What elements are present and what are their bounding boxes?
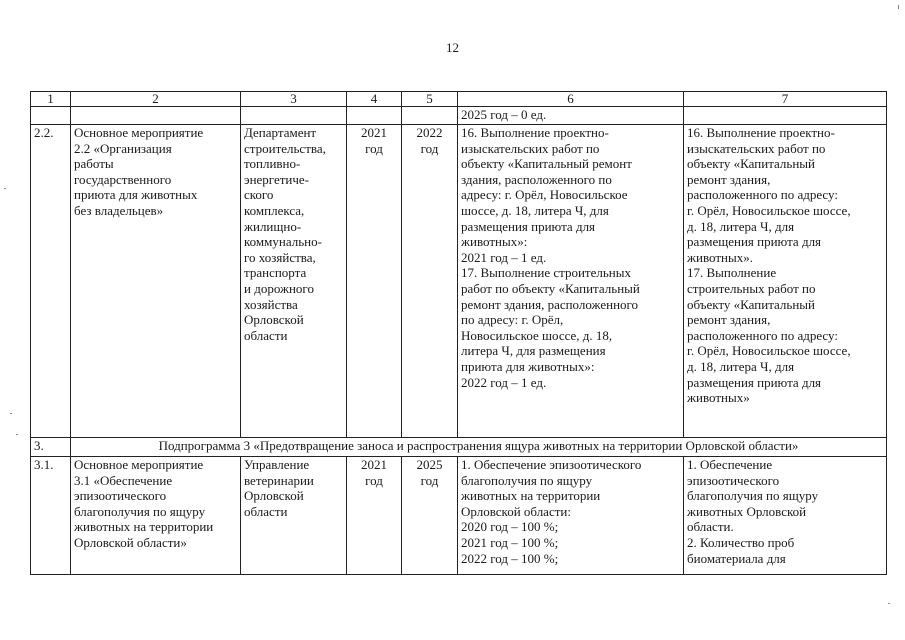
start-year: 2021 год [361,125,387,156]
scan-speck [16,434,18,435]
page-number: 12 [446,40,459,55]
expected-result: 1. Обеспечение эпизоотического благополучия по ящуру животных на территории Орловской области: 2020 год – 100 %; 2021 год – 100 %; 2022 год – 100 %; [461,457,642,566]
start-year-cell [347,125,402,438]
table-cell [347,107,402,125]
continuation-row [31,107,887,125]
executor-cell [241,125,347,438]
table-row-3-1 [31,457,887,575]
row-number: 3.1. [34,457,54,472]
indicator-cell [684,457,887,575]
row-number: 3. [34,438,44,453]
expected-result-cell [458,457,684,575]
end-year-cell [402,125,458,438]
table-cell [241,107,347,125]
row-number: 2.2. [34,125,54,140]
row-number-cell [31,457,71,575]
subprogram-title-cell [71,438,887,457]
end-year: 2025 год [416,457,443,488]
indicator: 1. Обеспечение эпизоотического благополучия по ящуру животных Орловской области. 2. Количество проб биоматериала для [687,457,819,566]
table-header-row [31,92,887,107]
table-cell [684,107,887,125]
scan-speck [4,188,6,189]
activity-name-cell [71,125,241,438]
header-col-6: 6 [458,92,684,107]
activity-name: Основное мероприятие 3.1 «Обеспечение эпизоотического благополучия по ящуру животных на территории Орловской области» [74,457,214,550]
activities-table [30,91,887,575]
section-row-3 [31,438,887,457]
executor: Управление ветеринарии Орловской области [244,457,314,519]
scan-speck [10,413,12,414]
activity-name: Основное мероприятие 2.2 «Организация работы государственного приюта для животных без владельцев» [74,125,204,218]
table-row-2-2 [31,125,887,438]
row-number-cell [31,438,71,457]
header-col-4: 4 [347,92,402,107]
header-col-7: 7 [684,92,887,107]
subprogram-title: Подпрограмма 3 «Предотвращение заноса и распространения ящура животных на территории Орловской области» [158,438,799,453]
header-col-3: 3 [241,92,347,107]
indicator: 16. Выполнение проектно- изыскательских работ по объекту «Капитальный ремонт здания, расположенного по адресу: г. Орёл, Новосильское шоссе, д. 18, литера Ч, для размещения приюта для животных». 17. Выполнение строительных работ по объекту «Капитальный ремонт здания, расположенного по адресу: г. Орёл, Новосильское шоссе, д. 18, литера Ч, для размещения приюта для животных» [687,125,851,406]
scan-speck [888,603,890,604]
executor-cell [241,457,347,575]
continuation-result-cell [458,107,684,125]
table-cell [402,107,458,125]
header-col-2: 2 [71,92,241,107]
executor: Департамент строительства, топливно- энергетиче- ского комплекса, жилищно- коммунально- го хозяйства, транспорта и дорожного хозяйства Орловской области [244,125,326,343]
expected-result: 16. Выполнение проектно- изыскательских работ по объекту «Капитальный ремонт здания, расположенного по адресу: г. Орёл, Новосильское шоссе, д. 18, литера Ч, для размещения приюта для животных»: 2021 год – 1 ед. 17. Выполнение строительных работ по объекту «Капитальный ремонт здания, расположенного по адресу: г. Орёл, Новосильское шоссе, д. 18, литера Ч, для размещения приюта для животных»: 2022 год – 1 ед. [461,125,640,390]
start-year-cell [347,457,402,575]
end-year-cell [402,457,458,575]
end-year: 2022 год [416,125,443,156]
expected-result-cell [458,125,684,438]
table-cell [31,107,71,125]
continuation-result-text: 2025 год – 0 ед. [461,107,547,122]
header-col-1: 1 [31,92,71,107]
table-cell [71,107,241,125]
header-col-5: 5 [402,92,458,107]
activity-name-cell [71,457,241,575]
row-number-cell [31,125,71,438]
indicator-cell [684,125,887,438]
scan-speck [898,5,899,9]
start-year: 2021 год [361,457,387,488]
